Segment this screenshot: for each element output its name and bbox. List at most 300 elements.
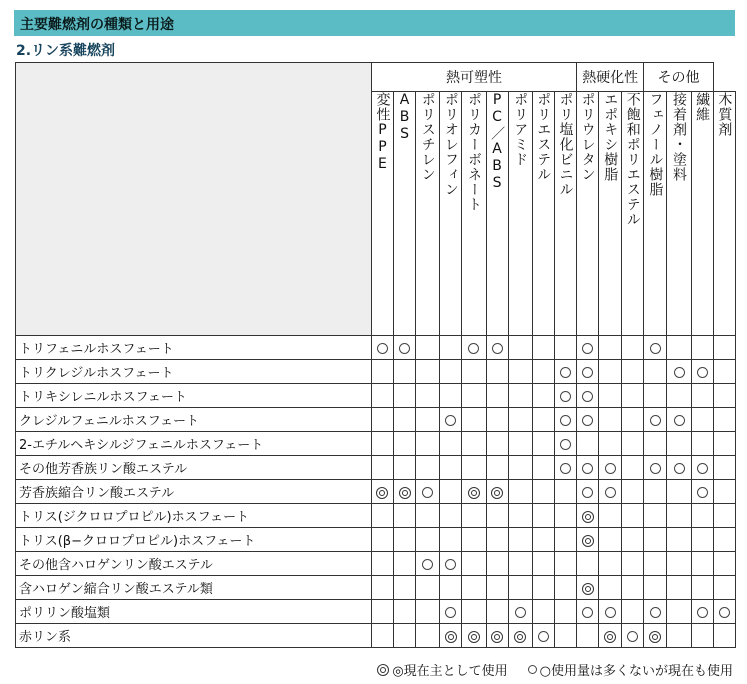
usage-cell (371, 384, 393, 408)
usage-cell (713, 624, 735, 648)
column-header (622, 92, 644, 336)
usage-cell (644, 384, 667, 408)
usage-cell (691, 456, 713, 480)
circle-icon (399, 343, 410, 354)
circle-icon (697, 463, 708, 474)
usage-cell (532, 576, 554, 600)
circle-icon (538, 631, 549, 642)
row-label: トリキシレニルホスフェート (16, 384, 372, 408)
usage-cell (577, 504, 599, 528)
usage-cell (532, 600, 554, 624)
usage-cell (622, 552, 644, 576)
usage-cell (554, 408, 576, 432)
usage-cell (691, 528, 713, 552)
circle-icon (582, 391, 593, 402)
column-header-label: ポリスチレン (419, 92, 436, 182)
usage-cell (667, 336, 691, 360)
table-row (16, 552, 736, 576)
table-corner (16, 63, 372, 336)
usage-cell (577, 408, 599, 432)
usage-cell (486, 480, 508, 504)
usage-cell (667, 528, 691, 552)
usage-cell (394, 360, 416, 384)
usage-cell (644, 408, 667, 432)
column-header-label: 木質剤 (716, 92, 733, 137)
double-circle-icon (468, 487, 480, 499)
column-header (486, 92, 508, 336)
usage-cell (462, 384, 486, 408)
legend-single-text: ○使用量は多くないが現在も使用 (539, 664, 733, 679)
column-header (554, 92, 576, 336)
column-header (532, 92, 554, 336)
usage-cell (416, 504, 440, 528)
column-header (713, 92, 735, 336)
usage-cell (644, 624, 667, 648)
row-label: トリス(β−クロロプロピル)ホスフェート (16, 528, 372, 552)
usage-cell (486, 336, 508, 360)
usage-cell (554, 576, 576, 600)
usage-cell (667, 432, 691, 456)
column-header-label: ポリアミド (512, 92, 529, 167)
table-row (16, 336, 736, 360)
usage-cell (691, 624, 713, 648)
usage-cell (462, 528, 486, 552)
table-row (16, 504, 736, 528)
circle-icon (560, 391, 571, 402)
usage-cell (599, 624, 622, 648)
row-label: 含ハロゲン縮合リン酸エステル類 (16, 576, 372, 600)
usage-cell (713, 504, 735, 528)
usage-cell (486, 504, 508, 528)
usage-cell (508, 336, 532, 360)
usage-cell (691, 384, 713, 408)
column-header (508, 92, 532, 336)
usage-cell (622, 456, 644, 480)
double-circle-icon (582, 535, 594, 547)
usage-cell (416, 456, 440, 480)
usage-cell (532, 552, 554, 576)
row-label: クレジルフェニルホスフェート (16, 408, 372, 432)
usage-cell (371, 336, 393, 360)
circle-icon (445, 559, 456, 570)
double-circle-icon (491, 631, 503, 643)
row-label: その他含ハロゲンリン酸エステル (16, 552, 372, 576)
circle-icon (605, 487, 616, 498)
usage-cell (440, 408, 462, 432)
usage-cell (394, 528, 416, 552)
usage-cell (577, 456, 599, 480)
row-label: 芳香族縮合リン酸エステル (16, 480, 372, 504)
usage-cell (486, 360, 508, 384)
usage-cell (486, 528, 508, 552)
usage-cell (644, 528, 667, 552)
usage-cell (577, 432, 599, 456)
usage-cell (440, 336, 462, 360)
usage-cell (622, 504, 644, 528)
usage-cell (599, 504, 622, 528)
table-row (16, 528, 736, 552)
column-header-label: ポリ塩化ビニル (557, 92, 574, 197)
usage-cell (371, 576, 393, 600)
usage-cell (371, 480, 393, 504)
table-row (16, 456, 736, 480)
double-circle-icon (491, 487, 503, 499)
usage-cell (394, 552, 416, 576)
circle-icon (582, 367, 593, 378)
column-header-label: ABS (396, 92, 413, 143)
column-header-label: 接着剤・塗料 (671, 92, 688, 182)
usage-cell (599, 432, 622, 456)
circle-icon (582, 343, 593, 354)
usage-cell (416, 384, 440, 408)
usage-cell (622, 480, 644, 504)
usage-cell (440, 360, 462, 384)
usage-cell (508, 528, 532, 552)
usage-cell (440, 576, 462, 600)
double-circle-icon (514, 631, 526, 643)
column-header (462, 92, 486, 336)
circle-icon (528, 665, 537, 674)
usage-cell (554, 384, 576, 408)
usage-cell (667, 504, 691, 528)
double-circle-icon (582, 511, 594, 523)
usage-cell (622, 624, 644, 648)
circle-icon (650, 343, 661, 354)
circle-icon (468, 343, 479, 354)
usage-cell (532, 504, 554, 528)
usage-cell (667, 624, 691, 648)
usage-cell (532, 480, 554, 504)
usage-cell (532, 456, 554, 480)
usage-cell (691, 408, 713, 432)
usage-cell (644, 456, 667, 480)
usage-cell (394, 576, 416, 600)
circle-icon (560, 367, 571, 378)
usage-cell (644, 552, 667, 576)
circle-icon (674, 367, 685, 378)
section-subtitle: 2.リン系難燃剤 (16, 43, 116, 59)
usage-cell (462, 336, 486, 360)
circle-icon (377, 343, 388, 354)
usage-cell (371, 600, 393, 624)
usage-cell (440, 432, 462, 456)
circle-icon (560, 439, 571, 450)
usage-cell (462, 504, 486, 528)
usage-cell (599, 360, 622, 384)
usage-cell (462, 576, 486, 600)
usage-cell (577, 552, 599, 576)
usage-cell (462, 456, 486, 480)
usage-cell (554, 456, 576, 480)
circle-icon (697, 607, 708, 618)
usage-cell (599, 384, 622, 408)
row-label: その他芳香族リン酸エステル (16, 456, 372, 480)
usage-cell (462, 432, 486, 456)
usage-cell (667, 480, 691, 504)
usage-cell (486, 432, 508, 456)
column-header (599, 92, 622, 336)
usage-cell (577, 336, 599, 360)
row-label: トリフェニルホスフェート (16, 336, 372, 360)
group-header: 熱硬化性 (577, 63, 644, 92)
circle-icon (515, 607, 526, 618)
usage-cell (440, 480, 462, 504)
usage-cell (508, 600, 532, 624)
double-circle-icon (604, 631, 616, 643)
usage-cell (416, 408, 440, 432)
circle-icon (582, 487, 593, 498)
usage-cell (508, 456, 532, 480)
usage-cell (486, 624, 508, 648)
table-row (16, 480, 736, 504)
usage-cell (644, 360, 667, 384)
usage-cell (508, 408, 532, 432)
usage-cell (691, 600, 713, 624)
usage-cell (394, 432, 416, 456)
usage-table (15, 62, 736, 648)
usage-cell (416, 432, 440, 456)
usage-cell (599, 552, 622, 576)
usage-cell (532, 408, 554, 432)
circle-icon (650, 415, 661, 426)
usage-cell (462, 624, 486, 648)
usage-cell (371, 408, 393, 432)
usage-cell (462, 408, 486, 432)
circle-icon (674, 463, 685, 474)
usage-cell (462, 360, 486, 384)
usage-cell (667, 600, 691, 624)
circle-icon (719, 607, 730, 618)
usage-cell (440, 504, 462, 528)
usage-cell (691, 576, 713, 600)
table-row (16, 384, 736, 408)
table-row (16, 432, 736, 456)
usage-cell (371, 504, 393, 528)
row-label: ポリリン酸塩類 (16, 600, 372, 624)
usage-cell (644, 480, 667, 504)
usage-cell (554, 432, 576, 456)
usage-cell (440, 456, 462, 480)
group-header: 熱可塑性 (371, 63, 576, 92)
column-header (667, 92, 691, 336)
usage-cell (599, 576, 622, 600)
usage-cell (508, 624, 532, 648)
legend-double (377, 660, 507, 679)
column-header (394, 92, 416, 336)
column-header-label: ポリウレタン (579, 92, 596, 182)
usage-cell (416, 576, 440, 600)
usage-cell (394, 336, 416, 360)
circle-icon (582, 463, 593, 474)
double-circle-icon (377, 664, 389, 676)
usage-cell (508, 432, 532, 456)
circle-icon (445, 607, 456, 618)
usage-cell (394, 384, 416, 408)
column-header-label: 変性PPE (374, 92, 391, 173)
column-header-label: フェノール樹脂 (647, 92, 664, 197)
legend-single (528, 660, 733, 679)
usage-cell (416, 552, 440, 576)
usage-cell (440, 624, 462, 648)
usage-cell (644, 432, 667, 456)
usage-cell (440, 528, 462, 552)
usage-cell (486, 456, 508, 480)
usage-cell (371, 624, 393, 648)
row-label: トリクレジルホスフェート (16, 360, 372, 384)
usage-cell (599, 336, 622, 360)
row-label: 赤リン系 (16, 624, 372, 648)
usage-cell (532, 432, 554, 456)
usage-cell (667, 408, 691, 432)
column-header (577, 92, 599, 336)
circle-icon (560, 415, 571, 426)
usage-cell (532, 624, 554, 648)
usage-cell (532, 528, 554, 552)
group-header-row (16, 63, 736, 92)
usage-cell (622, 408, 644, 432)
usage-cell (599, 456, 622, 480)
column-header-label: 繊維 (694, 92, 711, 122)
usage-cell (599, 408, 622, 432)
usage-cell (394, 408, 416, 432)
usage-cell (622, 336, 644, 360)
circle-icon (697, 487, 708, 498)
usage-cell (622, 384, 644, 408)
table-row (16, 576, 736, 600)
usage-cell (691, 432, 713, 456)
usage-cell (713, 528, 735, 552)
circle-icon (605, 607, 616, 618)
circle-icon (627, 631, 638, 642)
usage-cell (577, 528, 599, 552)
circle-icon (650, 607, 661, 618)
usage-cell (508, 576, 532, 600)
usage-cell (622, 432, 644, 456)
usage-cell (371, 432, 393, 456)
usage-cell (394, 504, 416, 528)
usage-cell (554, 624, 576, 648)
usage-cell (532, 360, 554, 384)
usage-cell (371, 360, 393, 384)
usage-cell (440, 600, 462, 624)
usage-cell (577, 576, 599, 600)
usage-cell (486, 384, 508, 408)
double-circle-icon (399, 487, 411, 499)
usage-cell (416, 360, 440, 384)
usage-cell (691, 552, 713, 576)
table-row (16, 408, 736, 432)
usage-cell (577, 360, 599, 384)
usage-cell (622, 528, 644, 552)
usage-cell (394, 456, 416, 480)
usage-cell (416, 624, 440, 648)
usage-cell (486, 600, 508, 624)
usage-cell (440, 384, 462, 408)
usage-cell (644, 504, 667, 528)
usage-cell (532, 336, 554, 360)
usage-cell (577, 480, 599, 504)
circle-icon (582, 415, 593, 426)
usage-cell (508, 504, 532, 528)
usage-cell (713, 456, 735, 480)
usage-cell (371, 528, 393, 552)
usage-cell (713, 600, 735, 624)
usage-cell (713, 576, 735, 600)
usage-cell (462, 600, 486, 624)
usage-cell (394, 624, 416, 648)
usage-cell (416, 528, 440, 552)
usage-cell (713, 408, 735, 432)
table-row (16, 624, 736, 648)
usage-cell (622, 600, 644, 624)
circle-icon (582, 607, 593, 618)
usage-cell (577, 624, 599, 648)
row-label: 2-エチルヘキシルジフェニルホスフェート (16, 432, 372, 456)
column-header-label: ポリオレフィン (442, 92, 459, 197)
usage-cell (713, 336, 735, 360)
usage-cell (713, 552, 735, 576)
column-header (691, 92, 713, 336)
usage-cell (713, 432, 735, 456)
circle-icon (674, 415, 685, 426)
circle-icon (697, 367, 708, 378)
usage-cell (554, 504, 576, 528)
circle-icon (422, 487, 433, 498)
column-header (371, 92, 393, 336)
usage-cell (554, 528, 576, 552)
usage-cell (416, 600, 440, 624)
usage-cell (644, 336, 667, 360)
usage-cell (691, 360, 713, 384)
usage-cell (713, 384, 735, 408)
usage-cell (508, 480, 532, 504)
usage-cell (486, 408, 508, 432)
usage-cell (371, 552, 393, 576)
circle-icon (605, 463, 616, 474)
usage-cell (599, 480, 622, 504)
column-header-label: ポリエステル (535, 92, 552, 182)
usage-cell (416, 480, 440, 504)
table-row (16, 360, 736, 384)
usage-cell (554, 480, 576, 504)
circle-icon (650, 463, 661, 474)
usage-cell (713, 360, 735, 384)
column-header-label: PC／ABS (489, 92, 506, 192)
usage-cell (667, 576, 691, 600)
usage-cell (599, 600, 622, 624)
usage-cell (691, 480, 713, 504)
page-header (14, 10, 735, 36)
usage-cell (713, 480, 735, 504)
usage-cell (554, 360, 576, 384)
circle-icon (445, 415, 456, 426)
column-header (416, 92, 440, 336)
usage-cell (667, 384, 691, 408)
usage-cell (486, 576, 508, 600)
usage-cell (599, 528, 622, 552)
usage-cell (554, 552, 576, 576)
double-circle-icon (582, 583, 594, 595)
usage-cell (416, 336, 440, 360)
column-header-label: ポリカーボネート (465, 92, 482, 212)
usage-cell (508, 552, 532, 576)
double-circle-icon (649, 631, 661, 643)
column-header-label: 不飽和ポリエステル (624, 92, 641, 227)
usage-cell (440, 552, 462, 576)
double-circle-icon (445, 631, 457, 643)
row-label: トリス(ジクロロプロピル)ホスフェート (16, 504, 372, 528)
usage-cell (644, 600, 667, 624)
